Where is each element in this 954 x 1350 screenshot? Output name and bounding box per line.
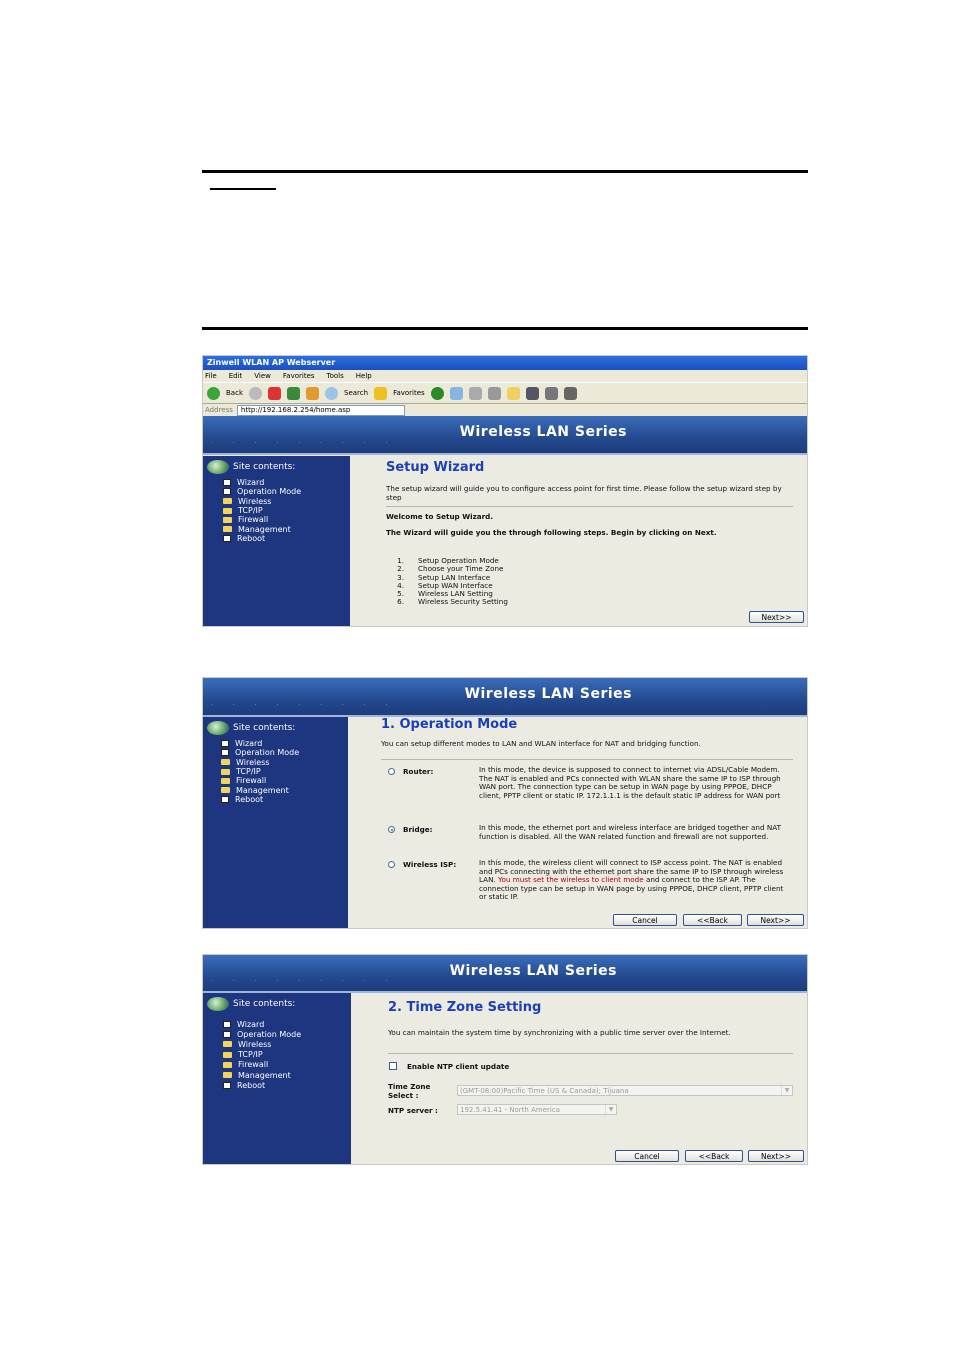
list-item: 3. Setup LAN Interface <box>397 572 491 582</box>
next-button[interactable]: Next>> <box>749 611 804 623</box>
sidebar-item-label: TCP/IP <box>238 506 263 516</box>
sidebar-item-tcpip[interactable] <box>223 1050 301 1060</box>
page-body <box>203 717 807 928</box>
bridge-label: Bridge: <box>403 825 433 834</box>
back-icon[interactable] <box>207 387 220 400</box>
mail-icon[interactable] <box>450 387 463 400</box>
ntp-server-value: 192.5.41.41 - North America <box>460 1106 560 1114</box>
globe-icon <box>207 721 229 735</box>
bottom-rule <box>202 327 808 330</box>
time-zone-label-line1: Time Zone <box>388 1082 431 1091</box>
favorites-button[interactable]: Favorites <box>393 389 425 397</box>
menu-edit[interactable]: Edit <box>228 372 243 380</box>
forward-icon[interactable] <box>249 387 262 400</box>
banner-dots: · · · · · · · · · <box>211 440 397 447</box>
sidebar-item-label: Reboot <box>237 1080 266 1090</box>
wireless-isp-description <box>479 859 789 902</box>
address-label: Address <box>205 406 233 414</box>
sidebar-heading-label: Site contents: <box>233 723 296 733</box>
sidebar-item-firewall[interactable] <box>223 515 301 524</box>
screenshot-operation-mode <box>202 677 808 929</box>
cancel-button[interactable]: Cancel <box>613 914 677 926</box>
browser-toolbar <box>203 382 807 404</box>
banner <box>203 416 807 455</box>
sidebar-item-label: Operation Mode <box>235 748 300 758</box>
folder-icon <box>223 1062 232 1068</box>
globe-icon <box>207 460 229 474</box>
time-zone-select[interactable] <box>457 1085 793 1096</box>
sidebar-item-reboot[interactable] <box>221 795 299 804</box>
folder-icon <box>223 508 232 514</box>
sidebar-item-label: Reboot <box>235 794 264 804</box>
page-icon <box>223 1082 231 1089</box>
sidebar-heading-label: Site contents: <box>233 462 296 472</box>
wizard-guide: The Wizard will guide you the through following steps. Begin by clicking on Next. <box>386 528 717 537</box>
sidebar-item-management[interactable] <box>223 1070 301 1080</box>
wizard-steps <box>386 557 508 607</box>
timezone-main <box>351 993 807 1164</box>
banner <box>203 678 807 717</box>
router-label: Router: <box>403 767 434 776</box>
screenshot-setup-wizard <box>202 355 808 627</box>
sidebar-item-wireless[interactable] <box>221 758 299 767</box>
page-title: 2. Time Zone Setting <box>388 1000 542 1015</box>
timezone-intro: You can maintain the system time by synchronizing with a public time server over the Internet. <box>388 1028 731 1037</box>
page-icon <box>221 749 229 756</box>
screenshot-time-zone <box>202 954 808 1165</box>
sidebar-item-operation-mode[interactable] <box>221 748 299 757</box>
banner-dots: · · · · · · · · · <box>211 978 397 985</box>
time-zone-label <box>388 1082 430 1100</box>
home-icon[interactable] <box>306 387 319 400</box>
router-description: In this mode, the device is supposed to connect to internet via ADSL/Cable Modem. The NAT is enabled and PCs connected with WLAN share the same IP to ISP through WAN port. The connection type can be setup in WAN page by using PPPOE, DHCP client, PPTP client or static IP. 172.1.1.1 is the default static IP address for WAN port <box>479 765 781 800</box>
time-zone-value: (GMT-08:00)Pacific Time (US & Canada); Tijuana <box>460 1087 629 1095</box>
print-icon[interactable] <box>469 387 482 400</box>
sidebar-heading-label: Site contents: <box>233 999 296 1009</box>
page-icon <box>223 1031 231 1038</box>
menu-favorites[interactable]: Favorites <box>282 372 315 380</box>
page-title: 1. Operation Mode <box>381 717 518 732</box>
divider <box>388 1053 793 1054</box>
sidebar-item-label: TCP/IP <box>238 1050 263 1060</box>
favorites-star-icon[interactable] <box>374 387 387 400</box>
folder-icon[interactable] <box>507 387 520 400</box>
sidebar-item-management[interactable] <box>221 785 299 794</box>
opmode-main <box>348 717 807 928</box>
sidebar-item-management[interactable] <box>223 524 301 533</box>
folder-icon <box>221 769 230 775</box>
wireless-isp-label: Wireless ISP: <box>403 860 457 869</box>
page-body <box>203 456 807 626</box>
ntp-enable-checkbox[interactable] <box>389 1062 397 1070</box>
sidebar-tree <box>223 478 301 543</box>
refresh-icon[interactable] <box>287 387 300 400</box>
sidebar-item-label: Wizard <box>237 478 265 488</box>
list-item: 1. Setup Operation Mode <box>397 556 499 565</box>
messenger-icon[interactable] <box>545 387 558 400</box>
sidebar-item-wizard[interactable] <box>223 478 301 487</box>
edit-icon[interactable] <box>488 387 501 400</box>
history-icon[interactable] <box>431 387 444 400</box>
page-icon <box>223 535 231 542</box>
menu-file[interactable]: File <box>205 372 217 380</box>
sidebar-item-wireless[interactable] <box>223 1039 301 1049</box>
wizard-welcome: Welcome to Setup Wizard. <box>386 512 494 521</box>
sidebar-tree <box>223 1019 301 1090</box>
globe-icon <box>207 997 229 1011</box>
chevron-down-icon: ▼ <box>605 1105 616 1114</box>
media-icon[interactable] <box>526 387 539 400</box>
wizard-main <box>350 456 807 626</box>
browser-menubar <box>203 370 807 382</box>
page-body <box>203 993 807 1164</box>
sidebar-item-label: Management <box>236 785 289 795</box>
wisp-text-b: and connect to the ISP AP. The connection type can be setup in WAN page by using PPPOE, DHCP client, PPTP client or static IP. <box>479 875 784 901</box>
folder-icon <box>221 759 230 765</box>
folder-icon <box>223 1041 232 1047</box>
stop-icon[interactable] <box>268 387 281 400</box>
folder-icon <box>223 1072 232 1078</box>
sidebar <box>203 993 351 1164</box>
ntp-server-label: NTP server : <box>388 1106 438 1115</box>
router-radio[interactable] <box>388 768 395 775</box>
sidebar-heading <box>207 997 295 1011</box>
back-button[interactable]: <<Back <box>683 914 742 926</box>
research-icon[interactable] <box>564 387 577 400</box>
ntp-enable-label: Enable NTP client update <box>407 1062 510 1071</box>
folder-icon <box>223 498 232 504</box>
cancel-button[interactable]: Cancel <box>615 1150 679 1162</box>
sidebar-item-label: Firewall <box>238 1060 269 1070</box>
bridge-description: In this mode, the ethernet port and wireless interface are bridged together and NAT function is disabled. All the WAN related function and firewall are not supported. <box>479 823 781 841</box>
page-title: Setup Wizard <box>386 460 485 475</box>
sidebar-item-firewall[interactable] <box>223 1060 301 1070</box>
sidebar-item-label: Management <box>238 524 291 534</box>
banner <box>203 955 807 993</box>
wisp-text-warning: You must set the wireless to client mode <box>498 875 644 884</box>
banner-title: Wireless LAN Series <box>464 686 632 702</box>
sidebar-item-tcpip[interactable] <box>221 767 299 776</box>
sidebar-item-wizard[interactable] <box>221 739 299 748</box>
sidebar-item-label: TCP/IP <box>236 767 261 777</box>
banner-title: Wireless LAN Series <box>449 963 617 979</box>
folder-icon <box>223 517 232 523</box>
menu-help[interactable]: Help <box>355 372 372 380</box>
list-item: 4. Setup WAN Interface <box>397 580 493 590</box>
heading-underline <box>210 188 276 190</box>
page-icon <box>223 1021 231 1028</box>
menu-tools[interactable]: Tools <box>326 372 344 380</box>
page-icon <box>221 796 229 803</box>
sidebar-item-reboot[interactable] <box>223 534 301 543</box>
sidebar-item-label: Wizard <box>237 1019 265 1029</box>
menu-view[interactable]: View <box>254 372 271 380</box>
banner-title: Wireless LAN Series <box>459 424 627 440</box>
wizard-intro: The setup wizard will guide you to configure access point for first time. Please follow the setup wizard step by step <box>386 484 782 502</box>
browser-title: Zinwell WLAN AP Webserver <box>203 356 807 370</box>
wireless-isp-radio[interactable] <box>388 861 395 868</box>
sidebar-item-wizard[interactable] <box>223 1019 301 1029</box>
opmode-intro: You can setup different modes to LAN and WLAN interface for NAT and bridging function. <box>381 739 701 748</box>
chevron-down-icon: ▼ <box>781 1086 792 1095</box>
sidebar-heading <box>207 721 295 735</box>
folder-icon <box>223 526 232 532</box>
wisp-text-a: In this mode, the wireless client will connect to ISP access point. The NAT is enabled and PCs connecting with the ethernet port share the same IP to ISP through wireless LAN. <box>479 858 784 884</box>
folder-icon <box>223 1052 232 1058</box>
sidebar-item-reboot[interactable] <box>223 1080 301 1090</box>
top-rule <box>202 170 808 173</box>
search-button[interactable]: Search <box>344 389 369 397</box>
sidebar-item-label: Operation Mode <box>237 1029 302 1039</box>
sidebar-item-operation-mode[interactable] <box>223 1029 301 1039</box>
time-zone-label-line2: Select : <box>388 1091 419 1100</box>
ntp-server-select[interactable] <box>457 1104 617 1115</box>
bridge-radio[interactable] <box>388 826 395 833</box>
divider <box>381 759 793 760</box>
sidebar-item-label: Firewall <box>238 515 269 525</box>
page-icon <box>223 488 231 495</box>
sidebar-item-label: Wizard <box>235 739 263 749</box>
search-icon[interactable] <box>325 387 338 400</box>
next-button[interactable]: Next>> <box>748 1150 804 1162</box>
back-button[interactable]: Back <box>226 389 243 397</box>
sidebar <box>203 456 350 626</box>
sidebar-item-label: Firewall <box>236 776 267 786</box>
list-item: 2. Choose your Time Zone <box>397 564 504 574</box>
sidebar-item-label: Management <box>238 1070 291 1080</box>
sidebar-item-tcpip[interactable] <box>223 506 301 515</box>
list-item: 5. Wireless LAN Setting <box>397 589 493 599</box>
address-bar <box>203 404 807 416</box>
sidebar-item-firewall[interactable] <box>221 776 299 785</box>
back-button[interactable]: <<Back <box>685 1150 743 1162</box>
page-icon <box>223 479 231 486</box>
sidebar-item-label: Reboot <box>237 533 266 543</box>
sidebar-item-label: Operation Mode <box>237 487 302 497</box>
sidebar-item-operation-mode[interactable] <box>223 487 301 496</box>
sidebar-item-label: Wireless <box>238 1039 272 1049</box>
folder-icon <box>221 787 230 793</box>
next-button[interactable]: Next>> <box>747 914 804 926</box>
banner-dots: · · · · · · · · · <box>211 702 397 709</box>
page-icon <box>221 740 229 747</box>
sidebar-item-label: Wireless <box>236 757 270 767</box>
sidebar <box>203 717 348 928</box>
sidebar-item-label: Wireless <box>238 496 272 506</box>
divider <box>386 506 793 507</box>
sidebar-heading <box>207 460 295 474</box>
sidebar-tree <box>221 739 299 804</box>
address-input[interactable]: http://192.168.2.254/home.asp <box>237 405 405 416</box>
list-item: 6. Wireless Security Setting <box>397 597 508 607</box>
folder-icon <box>221 778 230 784</box>
sidebar-item-wireless[interactable] <box>223 497 301 506</box>
